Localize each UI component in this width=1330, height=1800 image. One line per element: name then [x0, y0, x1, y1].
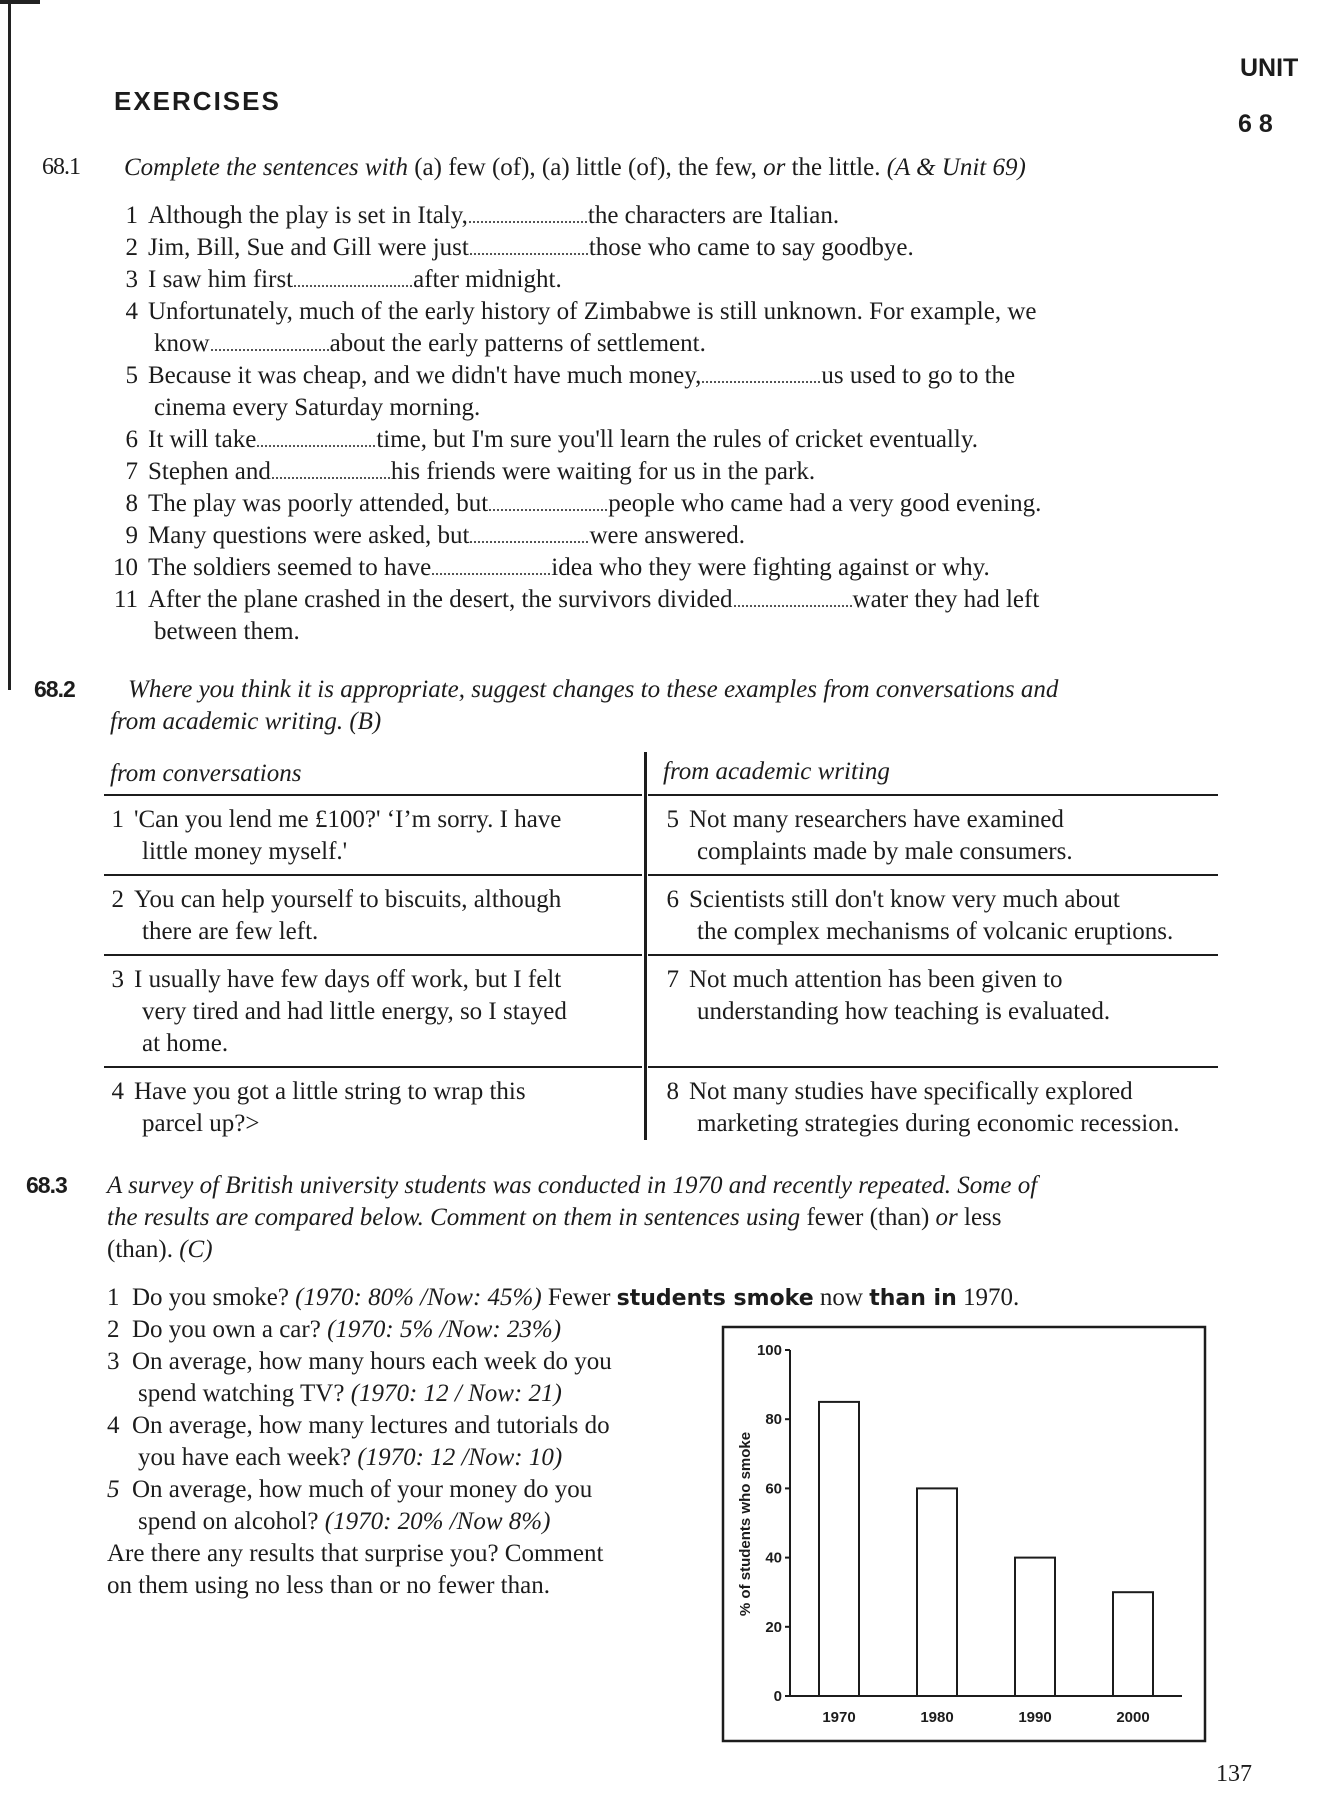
list-item [108, 232, 1228, 264]
question-data: (1970: 80% /Now: 45%) [295, 1284, 542, 1311]
closing-text: Are there any results that surprise you? Comment [107, 1540, 604, 1567]
question-text: On average, how many hours each week do you [132, 1348, 612, 1375]
item-text: cinema every Saturday morning. [154, 394, 481, 421]
row-text: at home. [142, 1030, 229, 1057]
question-data: (1970: 12 /Now: 10) [357, 1444, 563, 1471]
exercise-number-68-2: 68.2 [34, 676, 75, 702]
instr-part: the results are compared below. Comment on them in sentences using [107, 1204, 801, 1231]
table-rule [104, 794, 642, 796]
blank-field[interactable] [734, 599, 852, 607]
row-text: marketing strategies during economic recession. [697, 1110, 1180, 1137]
question-data: (1970: 5% /Now: 23%) [327, 1316, 562, 1343]
blank-field[interactable] [272, 471, 390, 479]
table-row [110, 884, 561, 948]
item-number: 1 [125, 202, 138, 229]
exercise-3-instruction-line2 [107, 1202, 1002, 1234]
closing-text: on them using no less than or no fewer than. [107, 1572, 550, 1599]
instr-part: the little. [791, 154, 881, 181]
page-number: 137 [1216, 1761, 1252, 1787]
col-header-academic: from academic writing [663, 758, 890, 785]
question-data: (1970: 12 / Now: 21) [350, 1380, 562, 1407]
blank-field[interactable] [470, 535, 588, 543]
blank-field[interactable] [257, 439, 375, 447]
question-number: 2 [107, 1316, 120, 1343]
item-text: Jim, Bill, Sue and Gill were just [148, 234, 469, 261]
question-data: (1970: 20% /Now 8%) [324, 1508, 551, 1535]
item-text: us used to go to the [821, 362, 1016, 389]
closing-prompt [107, 1538, 603, 1602]
row-number: 4 [111, 1078, 124, 1105]
blank-field[interactable] [432, 567, 550, 575]
item-text: idea who they were fighting against or why. [551, 554, 990, 581]
list-item [108, 424, 1228, 456]
item-number: 4 [125, 298, 138, 325]
handwritten-answer: than in [869, 1286, 957, 1311]
row-text: Not much attention has been given to [689, 966, 1063, 993]
exercise-2-instruction-line2: from academic writing. (B) [110, 708, 382, 735]
table-row [665, 964, 1110, 1028]
item-text: It will take [148, 426, 257, 453]
blank-field[interactable] [489, 503, 607, 511]
table-rule [104, 874, 642, 876]
item-text: water they had left [852, 586, 1040, 613]
instr-part: (a) few (of), (a) little (of), the few, [414, 154, 757, 181]
item-number: 2 [125, 234, 138, 261]
instr-part: fewer (than) [806, 1204, 930, 1231]
instr-part: less [964, 1204, 1002, 1231]
question-2 [107, 1314, 561, 1346]
x-tick-label: 1990 [1018, 1709, 1052, 1726]
x-tick-label: 2000 [1116, 1709, 1150, 1726]
row-text: little money myself.' [142, 838, 348, 865]
answer-text: Fewer [547, 1284, 611, 1311]
smoking-chart [720, 1324, 1208, 1744]
table-row [665, 1076, 1179, 1140]
question-number: 5 [107, 1476, 120, 1503]
list-item [108, 488, 1228, 520]
row-text: Not many studies have specifically explored [689, 1078, 1133, 1105]
unit-number: 6 8 [1238, 110, 1273, 138]
question-1 [107, 1282, 1019, 1315]
blank-field[interactable] [470, 247, 588, 255]
col-header-conversations: from conversations [110, 760, 302, 787]
exercise-1-list [108, 200, 1228, 648]
row-text: Not many researchers have examined [689, 806, 1064, 833]
row-text: I usually have few days off work, but I felt [134, 966, 562, 993]
list-item [108, 520, 1228, 552]
row-number: 3 [111, 966, 124, 993]
question-number: 1 [107, 1284, 120, 1311]
row-text: 'Can you lend me £100?' ‘I’m sorry. I have [134, 806, 562, 833]
margin-rule-top [0, 0, 40, 4]
row-number: 2 [111, 886, 124, 913]
blank-field[interactable] [469, 215, 587, 223]
question-text: On average, how many lectures and tutorials do [132, 1412, 610, 1439]
item-text: know [154, 330, 210, 357]
table-divider [644, 752, 647, 1140]
exercise-number-68-3: 68.3 [26, 1172, 67, 1198]
blank-field[interactable] [702, 375, 820, 383]
list-item [108, 360, 1228, 392]
list-item-cont [108, 328, 1228, 360]
exercises-title: EXERCISES [114, 86, 281, 116]
item-text: after midnight. [413, 266, 562, 293]
table-rule [648, 874, 1218, 876]
item-text: Many questions were asked, but [148, 522, 470, 549]
item-text: those who came to say goodbye. [588, 234, 914, 261]
row-number: 8 [666, 1078, 679, 1105]
list-item-cont [108, 392, 1228, 424]
instr-part: (C) [179, 1236, 213, 1263]
list-item [108, 296, 1228, 328]
x-tick-label: 1970 [822, 1709, 856, 1726]
item-text: Although the play is set in Italy, [148, 202, 468, 229]
row-text: You can help yourself to biscuits, although [134, 886, 562, 913]
item-number: 10 [113, 554, 138, 581]
question-3 [107, 1346, 612, 1410]
item-number: 9 [125, 522, 138, 549]
list-item [108, 456, 1228, 488]
question-text: spend watching TV? [138, 1380, 345, 1407]
bar-1970 [819, 1402, 859, 1696]
instr-part: or [763, 154, 786, 181]
row-number: 6 [666, 886, 679, 913]
question-number: 3 [107, 1348, 120, 1375]
row-text: very tired and had little energy, so I stayed [142, 998, 567, 1025]
item-text: between them. [154, 618, 300, 645]
item-text: were answered. [589, 522, 745, 549]
list-item [108, 264, 1228, 296]
unit-label: UNIT [1240, 54, 1299, 82]
question-text: Do you smoke? [132, 1284, 289, 1311]
question-4 [107, 1410, 610, 1474]
item-number: 8 [125, 490, 138, 517]
table-row [110, 804, 561, 868]
answer-text: now [819, 1284, 863, 1311]
item-text: Stephen and [148, 458, 271, 485]
handwritten-answer: students smoke [616, 1286, 814, 1311]
bar-2000 [1113, 1592, 1153, 1696]
list-item [108, 584, 1228, 616]
item-text: After the plane crashed in the desert, the survivors divided [148, 586, 733, 613]
exercise-number-68-1: 68.1 [42, 154, 80, 180]
exercise-3-instruction-line3 [107, 1234, 213, 1266]
exercise-2-instruction-line1: Where you think it is appropriate, suggest changes to these examples from conversations and [128, 676, 1059, 703]
table-row [110, 964, 567, 1060]
item-text: people who came had a very good evening. [608, 490, 1042, 517]
table-row [110, 1076, 526, 1140]
bar-1990 [1015, 1558, 1055, 1696]
table-rule [648, 794, 1218, 796]
item-text: his friends were waiting for us in the park. [390, 458, 816, 485]
table-rule [648, 954, 1218, 956]
y-tick-label: 0 [773, 1688, 782, 1705]
row-number: 1 [111, 806, 124, 833]
margin-rule [8, 0, 11, 690]
question-number: 4 [107, 1412, 120, 1439]
item-number: 5 [125, 362, 138, 389]
table-rule [104, 1066, 642, 1068]
item-text: I saw him first [148, 266, 294, 293]
item-text: Because it was cheap, and we didn't have much money, [148, 362, 702, 389]
blank-field[interactable] [294, 279, 412, 287]
question-text: Do you own a car? [132, 1316, 321, 1343]
item-text: The soldiers seemed to have [148, 554, 432, 581]
row-text: parcel up?> [142, 1110, 260, 1137]
row-number: 7 [666, 966, 679, 993]
question-text: spend on alcohol? [138, 1508, 319, 1535]
list-item [108, 552, 1228, 584]
y-tick-label: 60 [765, 1480, 782, 1498]
y-tick-label: 80 [765, 1411, 782, 1429]
table-row [665, 804, 1073, 868]
row-text: Scientists still don't know very much about [689, 886, 1120, 913]
row-text: Have you got a little string to wrap this [134, 1078, 526, 1105]
table-row [665, 884, 1173, 948]
question-text: you have each week? [138, 1444, 352, 1471]
y-axis-label: % of students who smoke [737, 1431, 754, 1617]
blank-field[interactable] [211, 343, 329, 351]
row-text: understanding how teaching is evaluated. [697, 998, 1111, 1025]
table-rule [104, 954, 642, 956]
exercise-1-instruction [124, 152, 1026, 184]
item-text: time, but I'm sure you'll learn the rules of cricket eventually. [376, 426, 978, 453]
row-text: the complex mechanisms of volcanic eruptions. [697, 918, 1174, 945]
item-text: Unfortunately, much of the early history of Zimbabwe is still unknown. For example, we [148, 298, 1037, 325]
table-rule [648, 1066, 1218, 1068]
list-item [108, 200, 1228, 232]
y-tick-label: 20 [765, 1618, 782, 1636]
item-number: 6 [125, 426, 138, 453]
instr-part: or [935, 1204, 958, 1231]
item-text: The play was poorly attended, but [148, 490, 489, 517]
bar-1980 [917, 1488, 957, 1696]
list-item-cont [108, 616, 1228, 648]
item-text: the characters are Italian. [587, 202, 840, 229]
row-number: 5 [666, 806, 679, 833]
row-text: there are few left. [142, 918, 319, 945]
instr-part: (A & Unit 69) [886, 154, 1026, 181]
item-number: 11 [113, 586, 138, 613]
x-tick-label: 1980 [920, 1709, 954, 1726]
answer-text: 1970. [963, 1284, 1020, 1311]
row-text: complaints made by male consumers. [697, 838, 1073, 865]
item-number: 3 [125, 266, 138, 293]
question-5 [107, 1474, 592, 1538]
item-number: 7 [125, 458, 138, 485]
instr-part: Complete the sentences with [124, 154, 408, 181]
y-tick-label: 100 [756, 1342, 782, 1359]
item-text: about the early patterns of settlement. [329, 330, 706, 357]
question-text: On average, how much of your money do you [132, 1476, 593, 1503]
y-tick-label: 40 [765, 1549, 782, 1567]
exercise-3-instruction-line1: A survey of British university students was conducted in 1970 and recently repeated. Some of [107, 1172, 1038, 1199]
instr-part: (than). [107, 1236, 173, 1263]
